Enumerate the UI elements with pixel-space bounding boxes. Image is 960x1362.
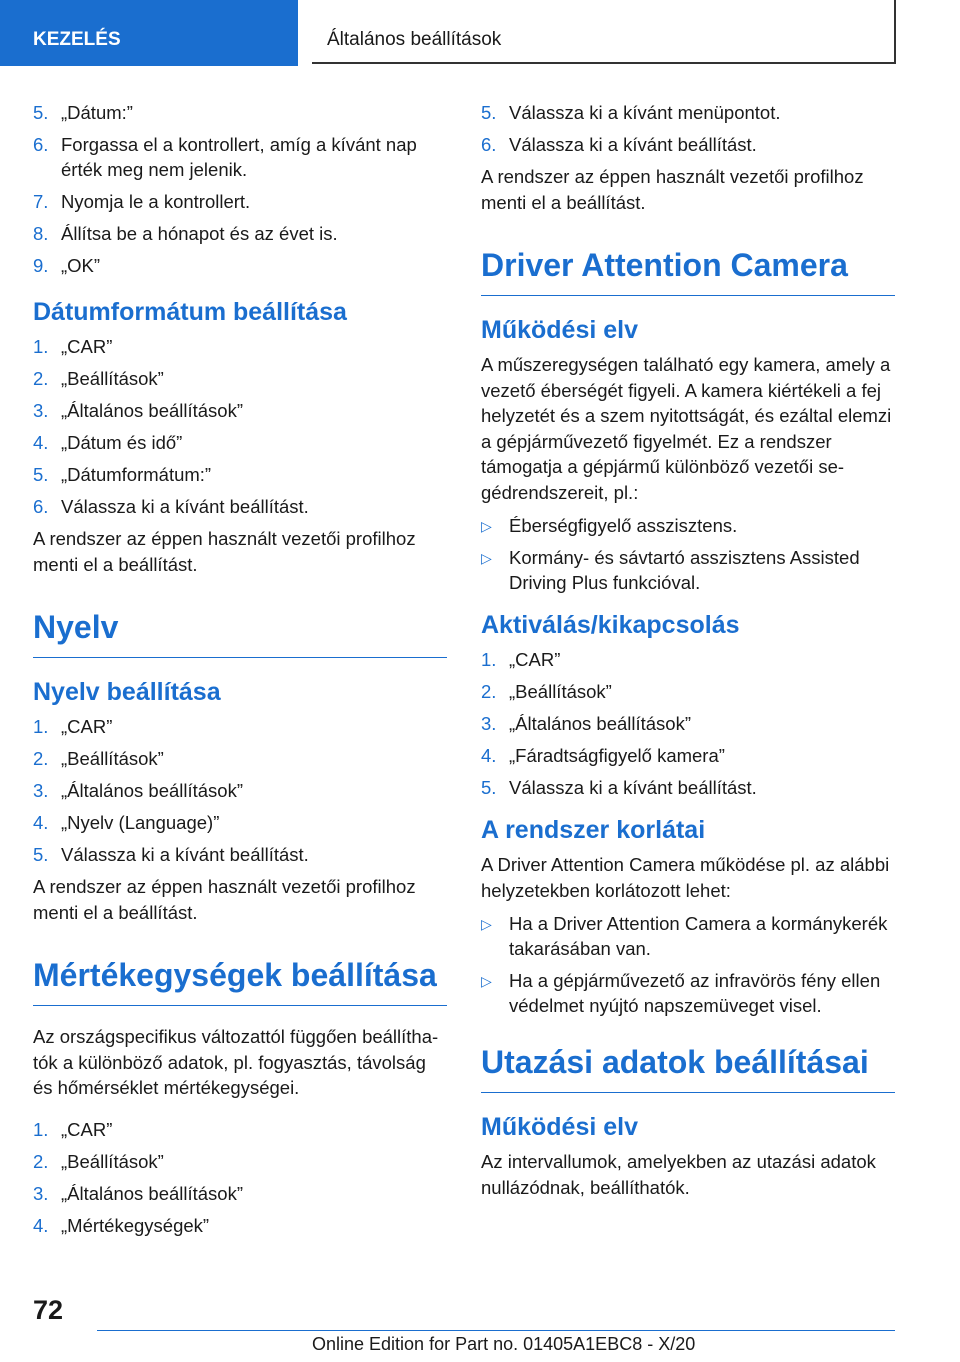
triangle-bullet-icon: ▷ bbox=[481, 550, 492, 566]
units-intro: Az országspecifikus változattól függően beállíthatók a különböző adatok, pl. fogyasztás, távolság és hőmérséklet mértékegységei. bbox=[33, 1026, 439, 1098]
step-number: 2. bbox=[33, 1150, 49, 1172]
triangle-bullet-icon: ▷ bbox=[481, 518, 492, 534]
step-number: 5. bbox=[33, 464, 49, 485]
step-number: 1. bbox=[33, 716, 49, 737]
dac-principle-bullets bbox=[481, 513, 895, 595]
list-item bbox=[481, 100, 895, 125]
step-text: Válassza ki a kívánt beállítást. bbox=[61, 844, 309, 865]
step-text: „Beállítások” bbox=[61, 1150, 164, 1172]
step-number: 2. bbox=[33, 748, 49, 769]
list-item bbox=[33, 398, 447, 423]
step-number: 1. bbox=[33, 1118, 49, 1140]
bullet-text: Ha a gépjárművezető az infravörös fény ellen védelmet nyújtó napszemüveget visel. bbox=[509, 970, 881, 1016]
footer-divider bbox=[97, 1330, 895, 1331]
list-item bbox=[33, 366, 447, 391]
trip-chapter-title: Utazási adatok beállításai bbox=[481, 1042, 895, 1093]
step-text: „Általános beállítások” bbox=[61, 780, 244, 801]
step-text: „CAR” bbox=[61, 716, 113, 737]
step-text: „CAR” bbox=[509, 649, 561, 670]
step-text: Válassza ki a kívánt menüpontot. bbox=[509, 102, 781, 123]
dac-principle-heading: Működési elv bbox=[481, 316, 638, 344]
list-item bbox=[33, 1213, 447, 1238]
step-text: „Mértékegységek” bbox=[61, 1214, 210, 1236]
step-number: 6. bbox=[481, 134, 497, 155]
header-title: Általános beállítások bbox=[312, 0, 896, 64]
list-item bbox=[33, 714, 447, 739]
triangle-bullet-icon: ▷ bbox=[481, 916, 492, 932]
list-item bbox=[33, 334, 447, 359]
step-text: „Dátum és idő” bbox=[61, 432, 183, 453]
step-number: 2. bbox=[481, 681, 497, 702]
step-text: Válassza ki a kívánt beállítást. bbox=[509, 134, 757, 155]
step-text: Állítsa be a hónapot és az évet is. bbox=[61, 223, 338, 244]
step-text: Válassza ki a kívánt beállítást. bbox=[61, 496, 309, 517]
step-number: 8. bbox=[33, 223, 49, 244]
bullet-item bbox=[481, 968, 895, 1018]
step-text: „Általános beállítások” bbox=[61, 400, 244, 421]
section-tab: KEZELÉS bbox=[0, 0, 298, 66]
left-column bbox=[33, 100, 447, 1245]
list-item bbox=[481, 647, 895, 672]
list-item bbox=[33, 100, 447, 125]
list-item bbox=[481, 679, 895, 704]
language-steps-list bbox=[33, 714, 447, 867]
list-item bbox=[481, 775, 895, 800]
step-text: Nyomja le a kontrollert. bbox=[61, 191, 251, 212]
step-number: 1. bbox=[481, 649, 497, 670]
units-chapter-title: Mértékegységek beállítása bbox=[33, 955, 447, 1006]
list-item bbox=[33, 746, 447, 771]
language-chapter-title: Nyelv bbox=[33, 607, 447, 658]
step-number: 3. bbox=[481, 713, 497, 734]
dac-activation-steps bbox=[481, 647, 895, 800]
date-steps-list bbox=[33, 100, 447, 278]
dac-limits-heading: A rendszer korlátai bbox=[481, 816, 706, 844]
list-item bbox=[33, 221, 447, 246]
step-text: „Fáradtságfigyelő kamera” bbox=[509, 745, 725, 766]
step-number: 5. bbox=[33, 844, 49, 865]
bullet-text: Kormány- és sávtartó asszisztens Assisted Driving Plus funkcióval. bbox=[509, 547, 860, 593]
step-text: „OK” bbox=[61, 255, 101, 276]
step-number: 6. bbox=[33, 496, 49, 517]
language-heading: Nyelv beállítása bbox=[33, 678, 221, 706]
step-number: 1. bbox=[33, 336, 49, 357]
step-number: 9. bbox=[33, 255, 49, 276]
dac-limits-bullets bbox=[481, 911, 895, 1018]
step-number: 5. bbox=[481, 777, 497, 798]
right-column bbox=[481, 100, 895, 1208]
trip-principle-text: Az intervallumok, amelyekben az utazási adatok nullázódnak, beállíthatók. bbox=[481, 1151, 876, 1198]
step-text: Válassza ki a kívánt beállítást. bbox=[509, 777, 757, 798]
list-item bbox=[33, 778, 447, 803]
step-number: 3. bbox=[33, 400, 49, 421]
units-note: A rendszer az éppen használt vezetői profilhoz menti el a beállítást. bbox=[481, 166, 864, 213]
list-item bbox=[481, 132, 895, 157]
list-item bbox=[481, 711, 895, 736]
date-format-steps-list bbox=[33, 334, 447, 519]
step-number: 5. bbox=[481, 102, 497, 123]
triangle-bullet-icon: ▷ bbox=[481, 973, 492, 989]
list-item bbox=[33, 1181, 447, 1206]
units-steps-list bbox=[33, 1117, 447, 1238]
dac-activation-heading: Aktiválás/kikapcsolás bbox=[481, 611, 740, 639]
trip-principle-heading: Működési elv bbox=[481, 1113, 638, 1141]
step-number: 3. bbox=[33, 780, 49, 801]
date-format-note: A rendszer az éppen használt vezetői profilhoz menti el a beállítást. bbox=[33, 528, 416, 575]
step-number: 6. bbox=[33, 134, 49, 155]
bullet-text: Éberségfigyelő asszisztens. bbox=[509, 515, 738, 536]
step-text: „Nyelv (Language)” bbox=[61, 812, 220, 833]
list-item bbox=[33, 462, 447, 487]
step-text: „Általános beállítások” bbox=[61, 1182, 244, 1204]
date-format-heading: Dátumformátum beállítása bbox=[33, 298, 347, 326]
dac-principle-text: A műszeregységen található egy kamera, amely a vezető éberségét figyeli. A kamera kiértékeli a fej helyzetét és a szem nyitottságát, és ezáltal elemzi a gépjárművezető figyelmét. Ez a rendszer támogatja a gépjármű különböző vezetői segédrendszereit, pl.: bbox=[481, 354, 892, 503]
list-item bbox=[33, 253, 447, 278]
step-text: „Beállítások” bbox=[61, 748, 164, 769]
step-number: 2. bbox=[33, 368, 49, 389]
footer-edition: Online Edition for Part no. 01405A1EBC8 - X/20 bbox=[312, 1334, 696, 1354]
list-item bbox=[33, 494, 447, 519]
step-text: „CAR” bbox=[61, 1118, 113, 1140]
list-item bbox=[33, 189, 447, 214]
step-number: 4. bbox=[481, 745, 497, 766]
step-text: Forgassa el a kontrollert, amíg a kívánt nap érték meg nem jelenik. bbox=[61, 134, 417, 180]
bullet-item bbox=[481, 545, 895, 595]
bullet-item bbox=[481, 911, 895, 961]
dac-chapter-title: Driver Attention Camera bbox=[481, 245, 895, 296]
step-text: „Dátum:” bbox=[61, 102, 133, 123]
list-item bbox=[33, 810, 447, 835]
list-item bbox=[481, 743, 895, 768]
step-number: 4. bbox=[33, 432, 49, 453]
page-number: 72 bbox=[33, 1295, 64, 1325]
units-continued-list bbox=[481, 100, 895, 157]
step-text: „Általános beállítások” bbox=[509, 713, 692, 734]
list-item bbox=[33, 1117, 447, 1142]
list-item bbox=[33, 132, 447, 182]
step-text: „CAR” bbox=[61, 336, 113, 357]
step-number: 3. bbox=[33, 1182, 49, 1204]
page-header bbox=[0, 0, 960, 66]
step-number: 5. bbox=[33, 102, 49, 123]
list-item bbox=[33, 430, 447, 455]
step-text: „Beállítások” bbox=[61, 368, 164, 389]
list-item bbox=[33, 1149, 447, 1174]
step-number: 7. bbox=[33, 191, 49, 212]
bullet-text: Ha a Driver Attention Camera a kormánykerék takarásában van. bbox=[509, 913, 888, 959]
step-text: „Beállítások” bbox=[509, 681, 612, 702]
list-item bbox=[33, 842, 447, 867]
dac-limits-text: A Driver Attention Camera működése pl. az alábbi helyzetekben korlátozott lehet: bbox=[481, 854, 890, 901]
bullet-item bbox=[481, 513, 895, 538]
step-number: 4. bbox=[33, 1214, 49, 1236]
step-number: 4. bbox=[33, 812, 49, 833]
step-text: „Dátumformátum:” bbox=[61, 464, 212, 485]
language-note: A rendszer az éppen használt vezetői profilhoz menti el a beállítást. bbox=[33, 876, 416, 923]
